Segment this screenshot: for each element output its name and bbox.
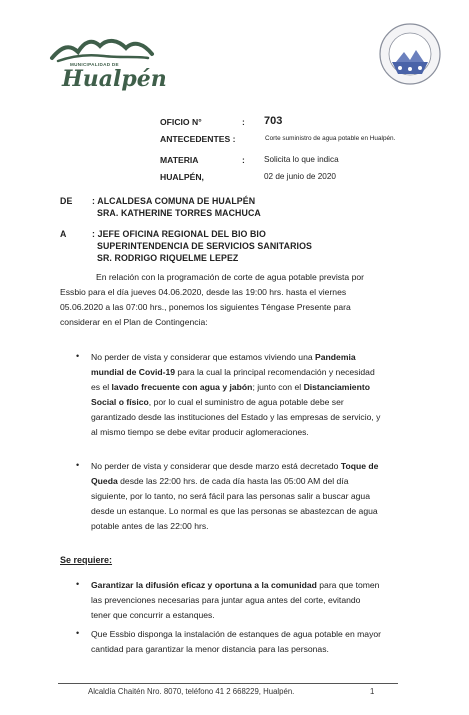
intro-line-2: Essbio para el día jueves 04.06.2020, desde las 19:00 hrs. hasta el viernes (60, 287, 347, 297)
bullet2-line-4: desde un estanque. Lo normal es que las personas se abastezcan de agua (91, 506, 378, 516)
oficio-number: 703 (264, 115, 283, 127)
antecedentes-value: Corte suministro de agua potable en Hualpén. (265, 135, 396, 142)
municipality-logo (48, 28, 167, 98)
a-line-1: : JEFE OFICINA REGIONAL DEL BIO BIO (92, 229, 266, 239)
intro-line-1: En relación con la programación de corte de agua potable prevista por (96, 272, 365, 282)
intro-line-4: considerar en el Plan de Contingencia: (60, 317, 208, 327)
de-line-2: SRA. KATHERINE TORRES MACHUCA (97, 208, 261, 218)
page-number: 1 (370, 687, 375, 696)
materia-sep: : (242, 155, 245, 165)
oficio-sep: : (242, 117, 245, 127)
logo-caption: MUNICIPALIDAD DE (70, 62, 119, 67)
bullet2-line-2: Queda desde las 22:00 hrs. de cada día hasta las 05:00 AM del día (91, 476, 349, 486)
de-line-1: : ALCALDESA COMUNA DE HUALPÉN (92, 196, 256, 206)
bullet1-line-1: No perder de vista y considerar que estamos viviendo una Pandemia (91, 352, 356, 362)
bullet-dot: • (76, 628, 80, 638)
requiere2-line-1: Que Essbio disponga la instalación de estanques de agua potable en mayor (91, 629, 382, 639)
bullet1-line-4: Social o físico, por lo cual el suministro de agua potable debe ser (91, 397, 344, 407)
a-line-2: SUPERINTENDENCIA DE SERVICIOS SANITARIOS (97, 241, 312, 251)
bullet2-line-5: potable antes de las 22:00 hrs. (91, 521, 209, 531)
hualpen-label: HUALPÉN, (160, 172, 204, 182)
requiere1-line-3: tener que concurrir a estanques. (91, 610, 215, 620)
footer-divider (58, 683, 398, 684)
certification-seal (378, 22, 442, 86)
footer-address: Alcaldía Chaitén Nro. 8070, teléfono 41 2 668229, Hualpén. (88, 687, 295, 696)
bullet2-line-1: No perder de vista y considerar que desde marzo está decretado Toque de (91, 461, 379, 471)
bullet1-line-3: es el lavado frecuente con agua y jabón; junto con el Distanciamiento (91, 382, 370, 392)
requiere1-line-2: las prevenciones necesarias para juntar agua antes del corte, evitando (91, 595, 361, 605)
date-value: 02 de junio de 2020 (264, 172, 336, 181)
de-label: DE (60, 196, 73, 206)
bullet2-line-3: siguiente, por lo tanto, no será fácil para las personas salir a buscar agua (91, 491, 370, 501)
antecedentes-label: ANTECEDENTES : (160, 134, 236, 144)
logo-wordmark: Hualpén (62, 66, 167, 92)
requiere-title: Se requiere: (60, 555, 113, 565)
oficio-label: OFICIO N° (160, 117, 202, 127)
intro-line-3: 05.06.2020 a las 07:00 hrs., ponemos los siguientes Téngase Presente para (60, 302, 351, 312)
bullet-dot: • (76, 351, 80, 361)
materia-value: Solicita lo que indica (264, 155, 339, 164)
a-label: A (60, 229, 67, 239)
materia-label: MATERIA (160, 155, 199, 165)
bullet1-line-2: mundial de Covid-19 para la cual la principal recomendación y necesidad (91, 367, 375, 377)
requiere1-line-1: Garantizar la difusión eficaz y oportuna a la comunidad para que tomen (91, 580, 380, 590)
bullet-dot: • (76, 460, 80, 470)
bullet1-line-5: garantizado desde las instituciones del Estado y las empresas de servicio, y (91, 412, 381, 422)
requiere2-line-2: cantidad para garantizar la menor distancia para las personas. (91, 644, 329, 654)
bullet1-line-6: al mismo tiempo se debe evitar producir aglomeraciones. (91, 427, 309, 437)
a-line-3: SR. RODRIGO RIQUELME LEPEZ (97, 253, 239, 263)
bullet-dot: • (76, 579, 80, 589)
seal-icon (378, 22, 442, 86)
